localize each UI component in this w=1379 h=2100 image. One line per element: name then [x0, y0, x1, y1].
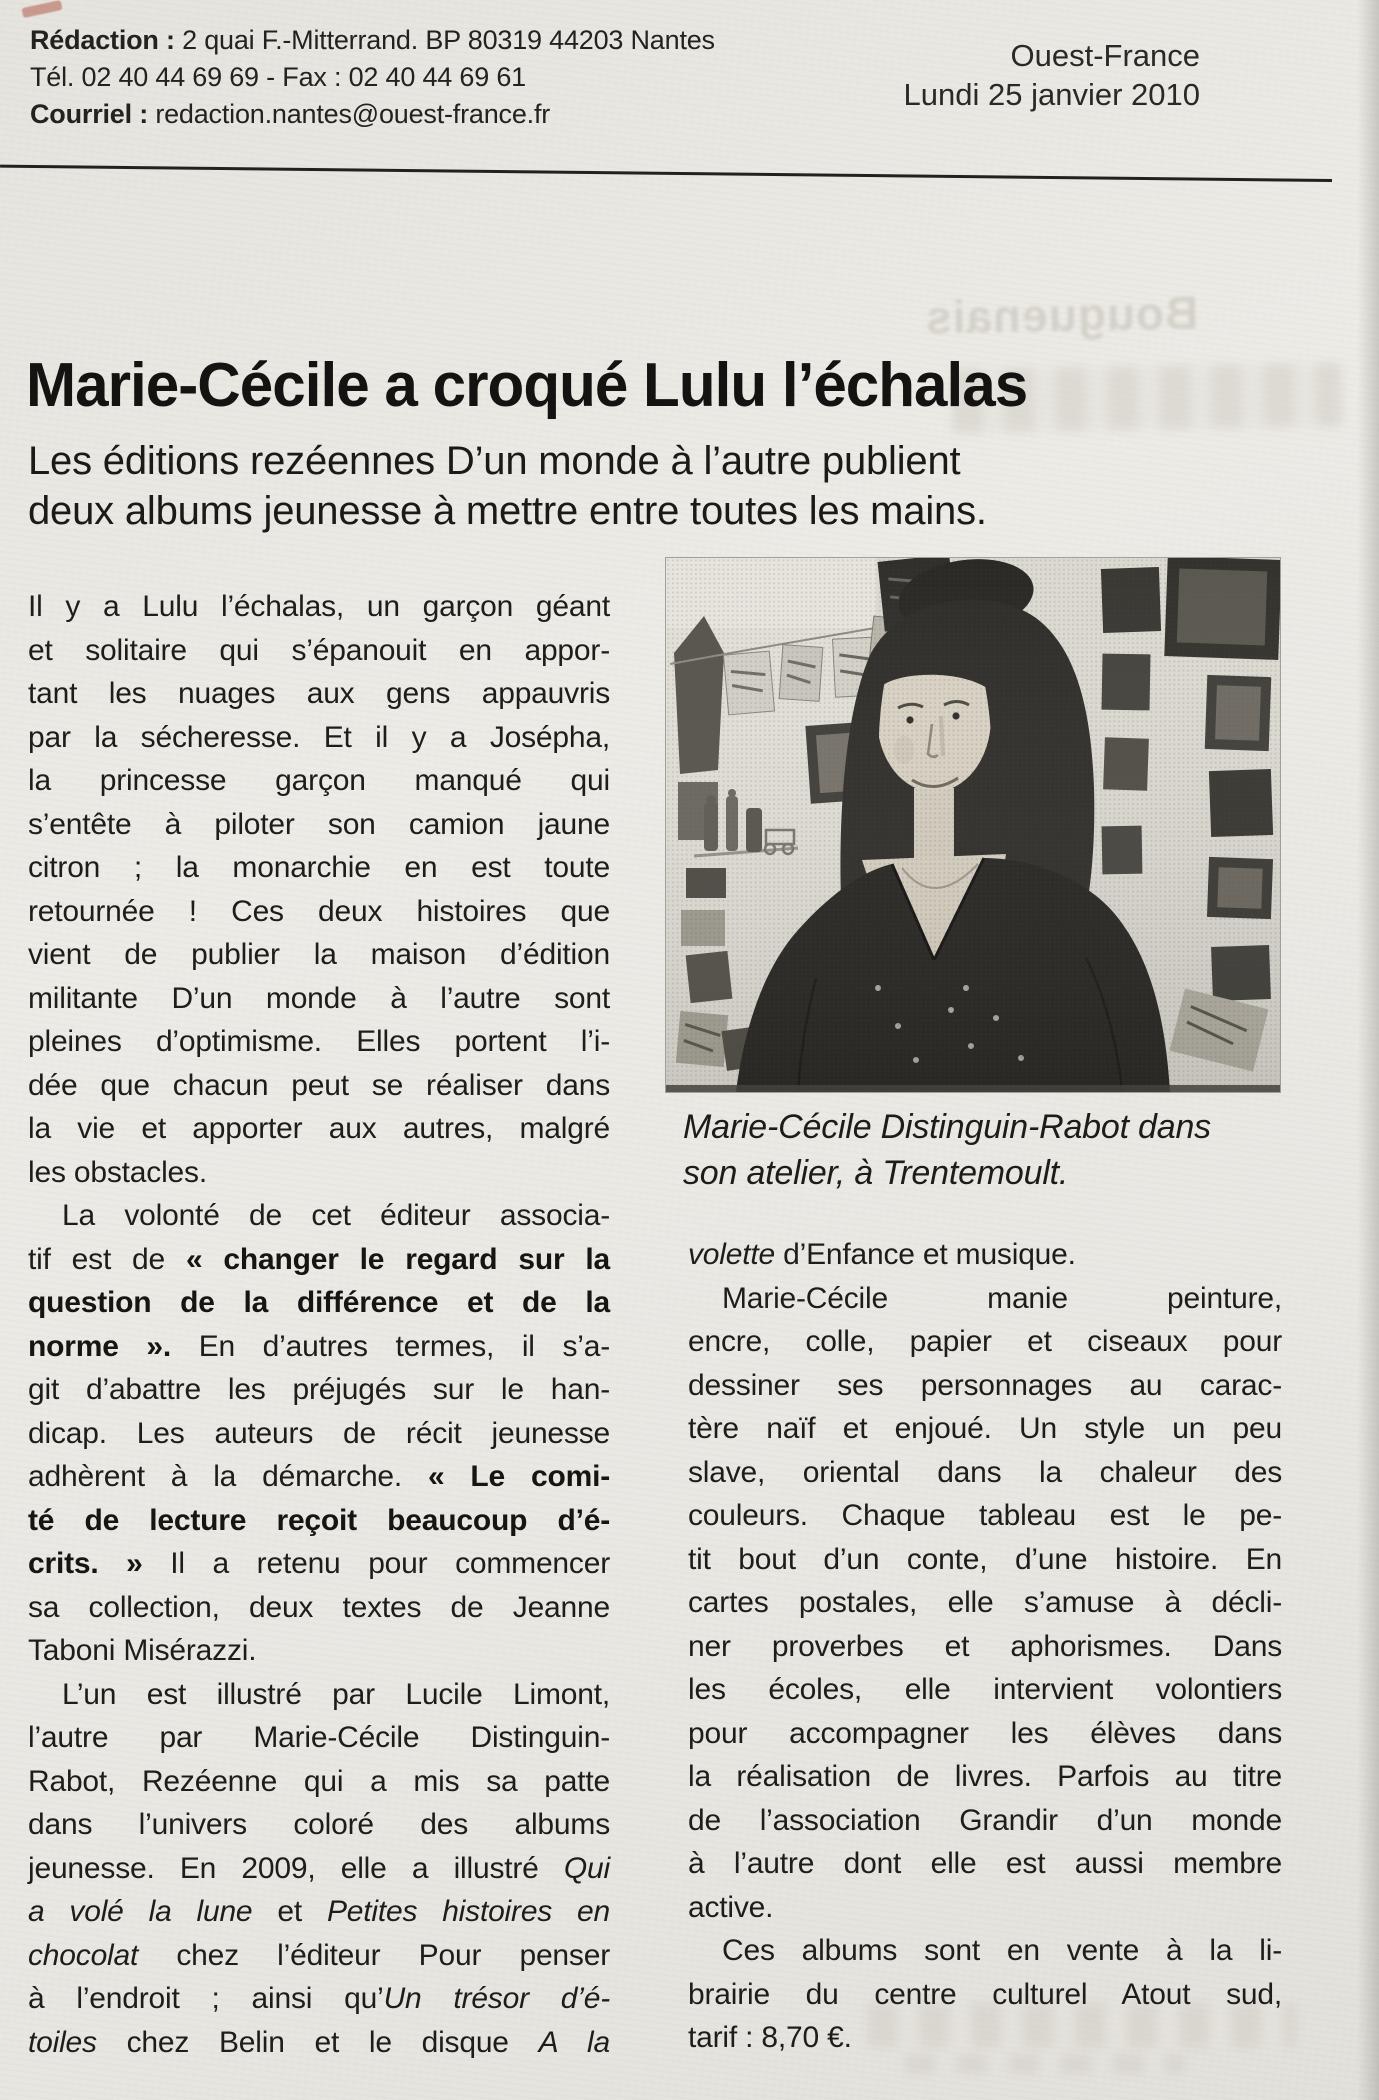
body-line: par la sécheresse. Et il y a Josépha,: [28, 720, 610, 754]
body-line: active.: [688, 1890, 774, 1924]
body-line: militante D’un monde à l’autre sont: [28, 981, 610, 1015]
body-line: L’un est illustré par Lucile Limont,: [62, 1677, 610, 1711]
body-line: couleurs. Chaque tableau est le pe-: [688, 1499, 1282, 1532]
body-line: de l’association Grandir d’un monde: [688, 1803, 1282, 1837]
body-line: les obstacles.: [28, 1155, 207, 1189]
body-line: s’entête à piloter son camion jaune: [28, 807, 610, 841]
phone-fax-line: Tél. 02 40 44 69 69 - Fax : 02 40 44 69 61: [30, 62, 526, 92]
body-line: crits. » Il a retenu pour commencer: [28, 1547, 610, 1580]
body-line: Il y a Lulu l’échalas, un garçon géant: [28, 590, 610, 623]
body-line: tarif : 8,70 €.: [688, 2021, 852, 2054]
body-line: dans l’univers coloré des albums: [28, 1808, 610, 1841]
article-column-left: [28, 585, 610, 2064]
body-line: cartes postales, elle s’amuse à décli-: [688, 1586, 1282, 1619]
courriel-line: [30, 96, 715, 133]
masthead-edition-block: [700, 36, 1200, 114]
caption-line: son atelier, à Trentemoult.: [683, 1154, 1069, 1192]
body-line: brairie du centre culturel Atout sud,: [688, 1977, 1282, 2011]
photo-caption: [683, 1104, 1283, 1196]
redaction-line: [30, 22, 715, 59]
page-edge-shadow: [1357, 0, 1379, 2100]
body-line: tif est de « changer le regard sur la: [28, 1242, 610, 1276]
body-line: l’autre par Marie-Cécile Distinguin-: [28, 1721, 610, 1754]
body-line: Rabot, Rezéenne qui a mis sa patte: [28, 1764, 610, 1798]
body-line: dée que chacun peut se réaliser dans: [28, 1068, 610, 1102]
body-line: tit bout d’un conte, d’une histoire. En: [688, 1542, 1282, 1576]
body-line: ner proverbes et aphorismes. Dans: [688, 1629, 1282, 1663]
courriel-label: Courriel :: [30, 99, 149, 129]
article-headline: Marie-Cécile a croqué Lulu l’échalas: [26, 351, 1028, 420]
body-line: encre, colle, papier et ciseaux pour: [688, 1325, 1282, 1358]
body-line: dicap. Les auteurs de récit jeunesse: [28, 1416, 610, 1450]
body-line: retournée ! Ces deux histoires que: [28, 894, 610, 928]
newspaper-name: Ouest-France: [1010, 38, 1200, 73]
red-pen-mark: [21, 0, 62, 18]
article-standfirst: [28, 436, 987, 536]
body-line: dessiner ses personnages au carac-: [688, 1368, 1282, 1402]
body-line: slave, oriental dans la chaleur des: [688, 1455, 1282, 1489]
body-line: pleines d’optimisme. Elles portent l’i-: [28, 1025, 610, 1058]
body-line: jeunesse. En 2009, elle a illustré Qui: [28, 1851, 610, 1885]
body-line: adhèrent à la démarche. « Le comi-: [28, 1460, 610, 1493]
body-line: vient de publier la maison d’édition: [28, 938, 610, 971]
body-line: citron ; la monarchie en est toute: [28, 851, 610, 884]
body-line: à l’endroit ; ainsi qu’Un trésor d’é-: [28, 1982, 610, 2015]
body-line: norme ». En d’autres termes, il s’a-: [28, 1329, 610, 1363]
masthead-contact-block: [30, 22, 715, 133]
body-line: La volonté de cet éditeur associa-: [62, 1199, 610, 1232]
article-photo: [666, 558, 1280, 1092]
body-line: git d’abattre les préjugés sur le han-: [28, 1373, 610, 1406]
body-line: a volé la lune et Petites histoires en: [28, 1895, 611, 1928]
masthead-divider-rule: [0, 165, 1332, 182]
body-line: Ces albums sont en vente à la li-: [722, 1934, 1282, 1967]
body-line: la princesse garçon manqué qui: [28, 764, 610, 797]
body-line: volette d’Enfance et musique.: [688, 1238, 1076, 1271]
body-line: question de la différence et de la: [28, 1286, 610, 1319]
redaction-address: 2 quai F.-Mitterrand. BP 80319 44203 Nantes: [174, 25, 715, 55]
body-line: Taboni Misérazzi.: [28, 1634, 257, 1667]
body-line: tant les nuages aux gens appauvris: [28, 677, 610, 710]
body-line: tère naïf et enjoué. Un style un peu: [688, 1412, 1282, 1445]
body-line: à l’autre dont elle est aussi membre: [688, 1847, 1282, 1880]
body-line: la vie et apporter aux autres, malgré: [28, 1112, 610, 1145]
body-line: les écoles, elle intervient volontiers: [688, 1673, 1282, 1706]
body-line: Marie-Cécile manie peinture,: [722, 1281, 1282, 1315]
body-line: toiles chez Belin et le disque A la: [28, 2025, 610, 2059]
issue-date: Lundi 25 janvier 2010: [903, 77, 1200, 112]
body-line: la réalisation de livres. Parfois au titre: [688, 1760, 1282, 1793]
courriel-address: redaction.nantes@ouest-france.fr: [148, 99, 551, 129]
caption-line: Marie-Cécile Distinguin-Rabot dans: [683, 1108, 1211, 1146]
body-line: pour accompagner les élèves dans: [688, 1716, 1282, 1750]
redaction-label: Rédaction :: [30, 25, 175, 55]
article-column-right: [688, 1233, 1282, 2060]
standfirst-line: Les éditions rezéennes D’un monde à l’autre publient: [28, 439, 961, 483]
body-line: chocolat chez l’éditeur Pour penser: [28, 1938, 610, 1972]
body-line: et solitaire qui s’épanouit en appor-: [28, 633, 610, 667]
body-line: sa collection, deux textes de Jeanne: [28, 1590, 610, 1624]
bleedthrough-ghost-text: Bouguenais: [924, 286, 1199, 344]
standfirst-line: deux albums jeunesse à mettre entre toutes les mains.: [28, 489, 987, 533]
body-line: té de lecture reçoit beaucoup d’é-: [28, 1503, 610, 1537]
